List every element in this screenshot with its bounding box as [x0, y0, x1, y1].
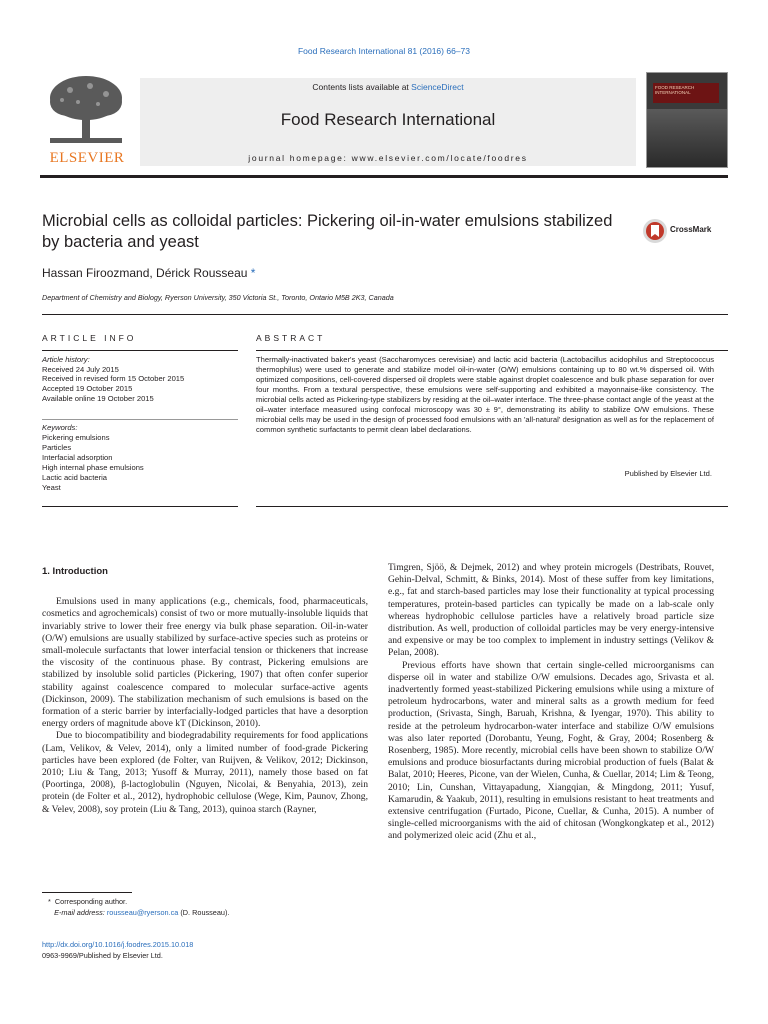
article-info-heading: ARTICLE INFO	[42, 333, 137, 343]
masthead-divider	[40, 175, 728, 178]
keyword-item: Yeast	[42, 483, 61, 492]
cover-image	[647, 109, 727, 167]
body-paragraph: Emulsions used in many applications (e.g., chemicals, food, pharmaceuticals, cosmetics and agrochemicals) consist of two or more mutually-insoluble liquids that invariably strive to lower their free energy via bulk phase separation. Oil-in-water (O/W) emulsions are usually stabilized by surface-active species such as proteins or small-molecule surfactants that lower interfacial tension or thickeners that increase the viscosity of the continuous phase. By contrast, Pickering emulsions are stabilized by insoluble solid particles (Pickering, 1907) that often confer superior stability against coalescence compared to molecular surface-active agents (Dickinson, 2009). The stabilization mechanism of such emulsions is based on the formation of a steric barrier by interfacially-lodged particles that have a desorption energy orders of magnitude above kT (Dickinson, 2010).	[42, 596, 368, 730]
crossmark-icon	[642, 218, 668, 244]
journal-name: Food Research International	[280, 110, 496, 129]
body-paragraph: Previous efforts have shown that certain single-celled microorganisms can disperse oil in water and stabilize O/W emulsions. Decades ago, Srivasta et al. inadvertently formed yeast-stabilized Pickering emulsions while using a mixture of petroleum hydrocarbons, water and mineral salts as a growth medium for feed production, (Srivasta, Singh, Baruah, Krishna, & Iyengar, 1970). This ability to reside at the petroleum hydrocarbon-water interface and stabilize O/W emulsions was also later reported (Dorobantu, Yeung, Foght, & Gray, 2004; Rosenberg & Rosenberg, 1985). More recently, microbial cells have been shown to stabilize O/W emulsions and produce biosurfactants during microbial production of fuels (Balat & Balat, 2010; Heeres, Picone, van der Wielen, Cunha, & Cuellar, 2014; Lim & Teong, 2010; Lin, Cunshan, Vittayapadung, Xiangqian, & Mingdong, 2011; Yusuf, Kamarudin, & Yaakub, 2011), resulting in emulsions resistant to heat treatments and extensive centrifugation (Furtado, Picone, Cuellar, & Cunha, 2015). A number of single-celled microorganisms with the aid of chitosan (Wongkongkatep et al., 2012) and polymerized oleic acid (Zhu et al.,	[388, 659, 714, 842]
history-item: Accepted 19 October 2015	[42, 384, 133, 394]
keyword-item: Pickering emulsions	[42, 433, 110, 442]
email-suffix: (D. Rousseau).	[180, 908, 230, 917]
footnote-corresponding: Corresponding author.	[54, 897, 128, 906]
article-history	[42, 355, 238, 404]
keywords-label: Keywords:	[42, 423, 78, 432]
keywords-divider	[42, 419, 238, 420]
journal-homepage[interactable]: journal homepage: www.elsevier.com/locate/foodres	[248, 153, 528, 163]
cover-title: FOOD RESEARCH INTERNATIONAL	[655, 85, 695, 95]
article-title: Microbial cells as colloidal particles: Pickering oil-in-water emulsions stabilized by bacteria and yeast	[42, 212, 613, 251]
author-names: Hassan Firoozmand, Dérick Rousseau	[42, 266, 248, 280]
email-label: E-mail address:	[54, 908, 105, 917]
history-item: Available online 19 October 2015	[42, 393, 154, 403]
contents-availability	[140, 82, 636, 92]
journal-banner	[140, 78, 636, 166]
history-label: Article history:	[42, 355, 90, 364]
elsevier-wordmark: ELSEVIER	[49, 150, 125, 166]
journal-cover-thumbnail[interactable]	[646, 72, 728, 168]
keyword-item: Interfacial adsorption	[42, 453, 113, 462]
corresponding-author-marker[interactable]: *	[250, 266, 256, 280]
abstract-rule	[256, 350, 728, 351]
history-item: Received in revised form 15 October 2015	[42, 374, 185, 384]
elsevier-tree-logo-icon[interactable]	[40, 72, 132, 168]
section-heading-introduction: 1. Introduction	[42, 566, 108, 577]
body-paragraph: Timgren, Sjöö, & Dejmek, 2012) and whey protein microgels (Destribats, Rouvet, Gehin-Delval, Schmitt, & Binks, 2014). Most of these suffer from key limitations, e.g., fat and starch-based particles may lose their functionality at typical processing temperatures, protein-based particles can typically be made on a lab-scale only whereas hydrophobic cellulose particles have a relatively broad particle size distribution. As well, production of colloidal particles may be very energy-intensive and expensive or may be too complex to implement in industry settings (Velikov & Pelan, 2008).	[388, 562, 714, 659]
footnote-marker: *	[48, 897, 51, 906]
abstract-publisher-line: Published by Elsevier Ltd.	[624, 469, 712, 478]
doi-link[interactable]: http://dx.doi.org/10.1016/j.foodres.2015.10.018	[42, 940, 194, 949]
journal-citation-link[interactable]: Food Research International 81 (2016) 66–73	[297, 46, 470, 56]
title-divider	[42, 314, 728, 315]
keyword-item: High internal phase emulsions	[42, 463, 144, 472]
author-affiliation: Department of Chemistry and Biology, Ryerson University, 350 Victoria St., Toronto, Ontario M5B 2K3, Canada	[42, 293, 394, 302]
author-email-link[interactable]: rousseau@ryerson.ca	[106, 908, 179, 917]
article-info-rule	[42, 350, 238, 351]
body-paragraph: Due to biocompatibility and biodegradability requirements for food applications (Lam, Velikov, & Velev, 2014), only a limited number of food-grade Pickering particles have been explored (de Folter, van Ruijven, & Velikov, 2012; Dickinson, 2010; Liu & Tang, 2013; Yusoff & Murray, 2011), namely those based on fat (Poortinga, 2008), β-lactoglobulin (Nguyen, Nicolai, & Benyahia, 2013), zein protein (de Folter et al., 2012), hydrophobic cellulose (Wege, Kim, Paunov, Zhong, & Velev, 2008), soy protein (Liu & Tang, 2013), quinoa starch (Rayner,	[42, 730, 368, 815]
keywords-list	[42, 423, 238, 493]
keyword-item: Lactic acid bacteria	[42, 473, 108, 482]
issn-line: 0963-9969/Published by Elsevier Ltd.	[42, 951, 163, 960]
masthead	[40, 72, 728, 174]
abstract-heading: ABSTRACT	[256, 333, 326, 343]
body-column-right	[388, 562, 714, 843]
corresponding-author-footnote	[48, 896, 229, 918]
crossmark-label: CrossMark	[670, 225, 712, 234]
author-list	[42, 266, 255, 280]
keyword-item: Particles	[42, 443, 72, 452]
abstract-text: Thermally-inactivated baker's yeast (Saccharomyces cerevisiae) and lactic acid bacteria (Lactobacillus acidophilus and Streptococcus thermophilus) were used to generate and stabilize model oil-in-water (O/W) emulsions containing up to 80 wt.% dispersed oil. With optimized compositions, cell-covered dispersed oil droplets were stable against droplet coalescence and bulk phase separation for over four months. From a textural perspective, these emulsions were self-supporting and exhibited a mayonnaise-like consistency. The microbial cells acted as Pickering-type stabilizers by residing at the oil–water interface. The three-phase contact angle of the yeast at the oil–water interface measured using confocal microscopy was 30 ± 9°, demonstrating its ability to stabilize O/W emulsions. These microbial cells may be used in the design of processed food emulsions with an 'all-natural' designation as well as for the replacement of common synthetic surfactants to permit clean label declarations.	[256, 355, 714, 434]
contents-prefix: Contents lists available at	[312, 82, 412, 92]
sciencedirect-link[interactable]: ScienceDirect	[411, 82, 464, 92]
abstract-bottom-rule	[256, 506, 728, 507]
history-item: Received 24 July 2015	[42, 364, 119, 374]
crossmark-button[interactable]	[642, 218, 728, 244]
article-info-bottom-rule	[42, 506, 238, 507]
body-column-left	[42, 566, 368, 816]
footnote-divider	[42, 892, 132, 893]
